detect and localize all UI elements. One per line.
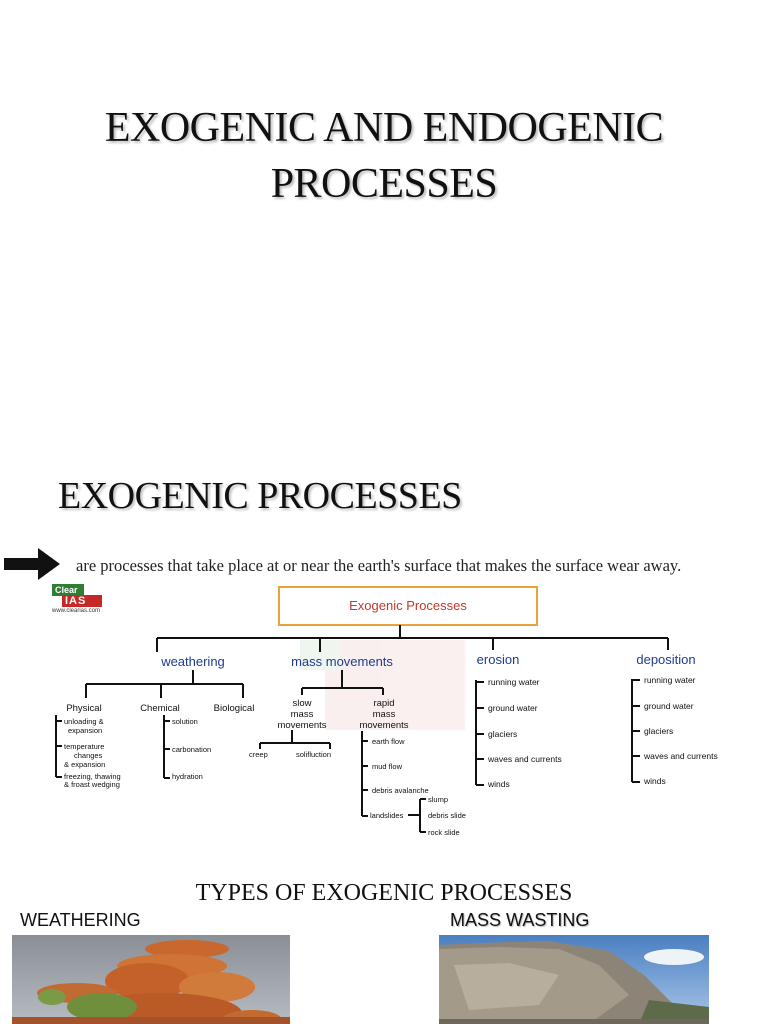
rapid-item: landslides [370,811,404,820]
deposition-item: ground water [644,701,694,711]
weathering-label: WEATHERING [20,910,141,930]
logo-ias-text: IAS [62,595,102,607]
physical-item: changes [74,751,103,760]
mass-wasting-label: MASS WASTING [450,910,590,930]
chemical-item: carbonation [172,745,212,754]
erosion-item: glaciers [488,729,518,739]
weathering-type-chemical: Chemical [140,703,180,714]
physical-item: expansion [68,726,103,735]
erosion-item: ground water [488,703,538,713]
physical-item: & froast wedging [64,780,120,789]
chemical-item: solution [172,717,198,726]
weathering-photo [12,935,290,1024]
deposition-item: running water [644,675,696,685]
physical-item: freezing, thawing [64,772,121,781]
rapid-item: debris avalanche [372,786,429,795]
rapid-mass-line: rapid [373,698,395,709]
main-title-line1: EXOGENIC AND ENDOGENIC [104,105,664,151]
slow-item-solifluction: solifluction [296,750,332,759]
category-deposition: deposition [636,652,696,667]
physical-item: & expansion [64,760,106,769]
section-title: EXOGENIC PROCESSES [58,475,462,517]
weathering-type-biological: Biological [213,703,255,714]
exogenic-processes-diagram [0,580,768,850]
slow-mass-line: slow [292,698,312,709]
erosion-connectors [476,680,484,785]
mass-wasting-photo [439,935,709,1024]
deposition-item: waves and currents [644,751,718,761]
definition-text: are processes that take place at or near the earth's surface that makes the surface wear away. [76,556,682,575]
landslide-item: debris slide [428,811,466,820]
physical-item: unloading & [64,717,104,726]
rapid-item: earth flow [372,737,405,746]
erosion-item: waves and currents [488,754,562,764]
category-erosion: erosion [476,652,520,667]
slow-mass-line: movements [277,720,327,731]
mass-movement-items [249,737,466,837]
erosion-item: winds [488,779,510,789]
landslide-item: slump [428,795,449,804]
slow-mass-line: mass [290,709,314,720]
rapid-item: mud flow [372,762,403,771]
main-title [0,100,768,212]
slow-item-creep: creep [249,750,268,759]
landslide-item: rock slide [428,828,460,837]
arrow-right-icon [4,548,60,580]
erosion-item: running water [488,677,540,687]
logo-url-text: www.clearias.com [52,608,101,614]
category-weathering: weathering [161,654,225,669]
physical-items [64,717,121,789]
logo-clear-text: Clear [52,584,84,596]
types-title: TYPES OF EXOGENIC PROCESSES [195,880,573,906]
slow-mass-label [277,698,326,731]
deposition-items [643,675,718,786]
physical-item: temperature [64,742,105,751]
rapid-mass-line: mass [372,709,396,720]
deposition-item: glaciers [644,726,674,736]
deposition-item: winds [644,776,666,786]
root-label: Exogenic Processes [349,598,467,613]
chemical-item: hydration [172,772,203,781]
erosion-items [487,677,562,789]
weathering-type-physical: Physical [66,703,102,714]
deposition-connectors [632,679,640,782]
category-mass-movements: mass movements [291,654,393,669]
main-title-line2: PROCESSES [270,161,498,207]
chemical-items [172,717,211,781]
rapid-mass-line: movements [359,720,409,731]
